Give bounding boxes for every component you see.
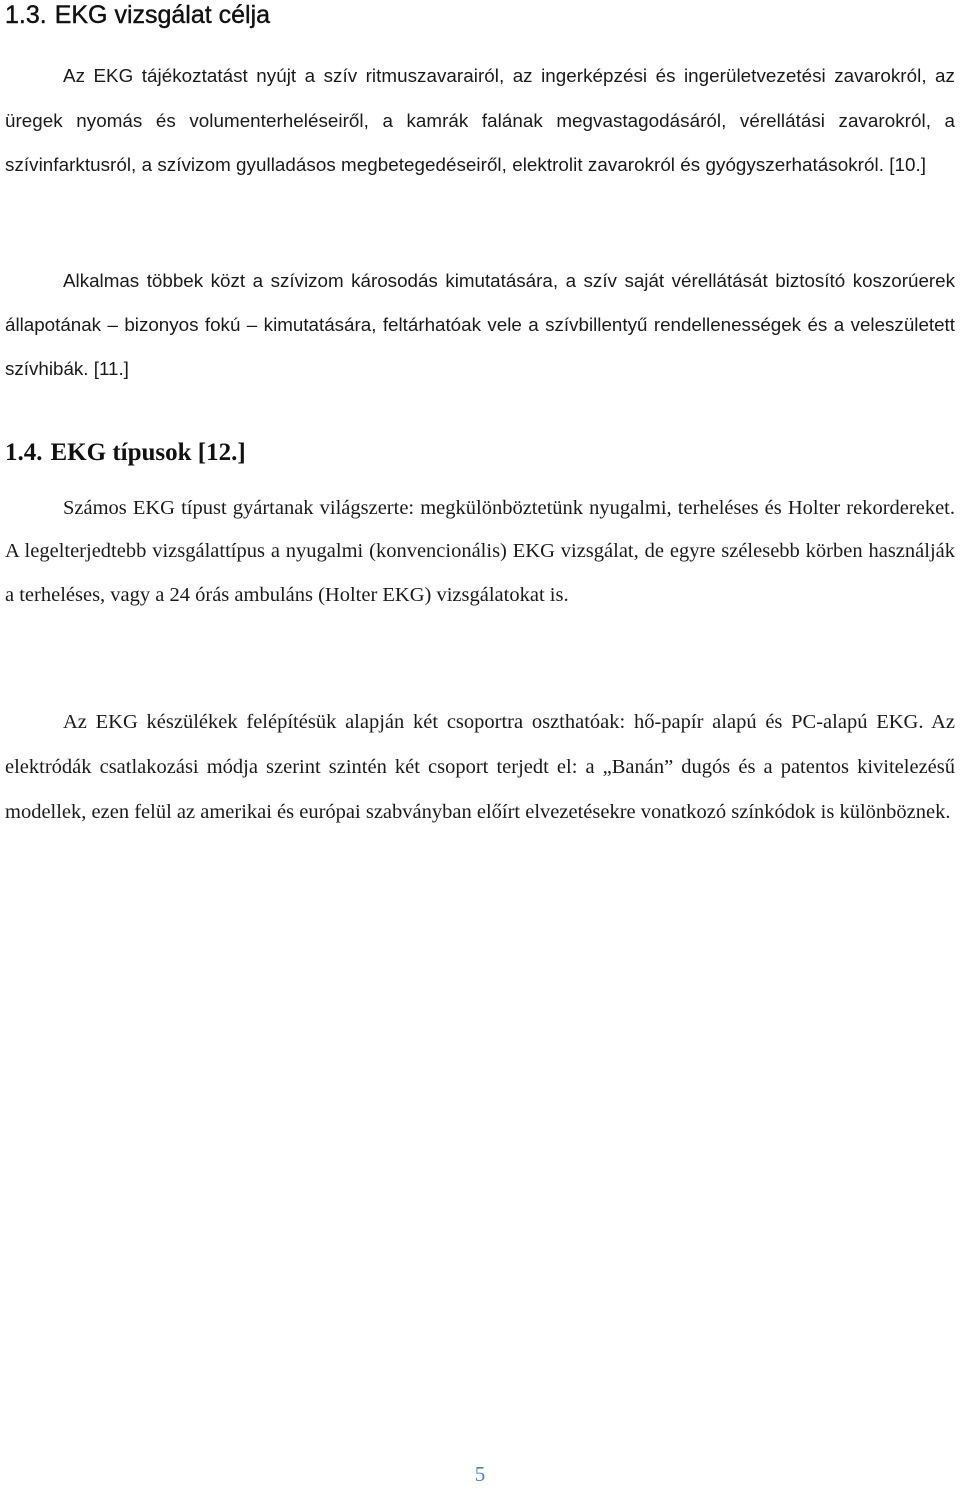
paragraph-text: Alkalmas többek közt a szívizom károsodás kimutatására, a szív saját vérellátását biztosító koszorúerek állapotának – bizonyos fokú – kimutatására, feltárhatóak vele a szívbillentyű rendellenességek és a veleszületett szívhibák. [11.] — [5, 270, 955, 379]
section-number: 1.4. — [5, 439, 43, 466]
paragraph-text: Az EKG készülékek felépítésük alapján két csoportra oszthatóak: hő-papír alapú és PC-alapú EKG. Az elektródák csatlakozási módja szerint szintén két csoport terjedt el: a „Banán” dugós és a patentos kivitelezésű modellek, ezen felül az amerikai és európai szabványban előírt elvezetésekre vonatkozó színkódok is különböznek. — [5, 711, 955, 823]
paragraph-text: Számos EKG típust gyártanak világszerte: megkülönböztetünk nyugalmi, terheléses és Holter rekordereket. A legelterjedtebb vizsgálattípus a nyugalmi (konvencionális) EKG vizsgálat, de egyre szélesebb körben használják a terheléses, vagy a 24 órás ambuláns (Holter EKG) vizsgálatokat is. — [5, 497, 955, 606]
page-number: 5 — [474, 1462, 486, 1486]
section-title: EKG típusok [12.] — [50, 439, 246, 466]
paragraph-ekg-types — [5, 487, 955, 617]
section-title: EKG vizsgálat célja — [54, 1, 271, 29]
section-number: 1.3. — [5, 1, 47, 29]
paragraph-ekg-purpose — [5, 54, 955, 188]
section-heading-1-3 — [5, 0, 270, 30]
paragraph-text: Az EKG tájékoztatást nyújt a szív ritmuszavarairól, az ingerképzési és ingerületvezetési zavarokról, az üregek nyomás és volumenterheléseiről, a kamrák falának megvastagodásáról, vérellátási zavarokról, a szívinfarktusról, a szívizom gyulladásos megbetegedéseiről, elektrolit zavarokról és gyógyszerhatásokról. [10.] — [5, 65, 955, 175]
section-heading-1-4 — [5, 438, 246, 468]
paragraph-ekg-devices — [5, 700, 955, 835]
paragraph-ekg-uses — [5, 259, 955, 391]
